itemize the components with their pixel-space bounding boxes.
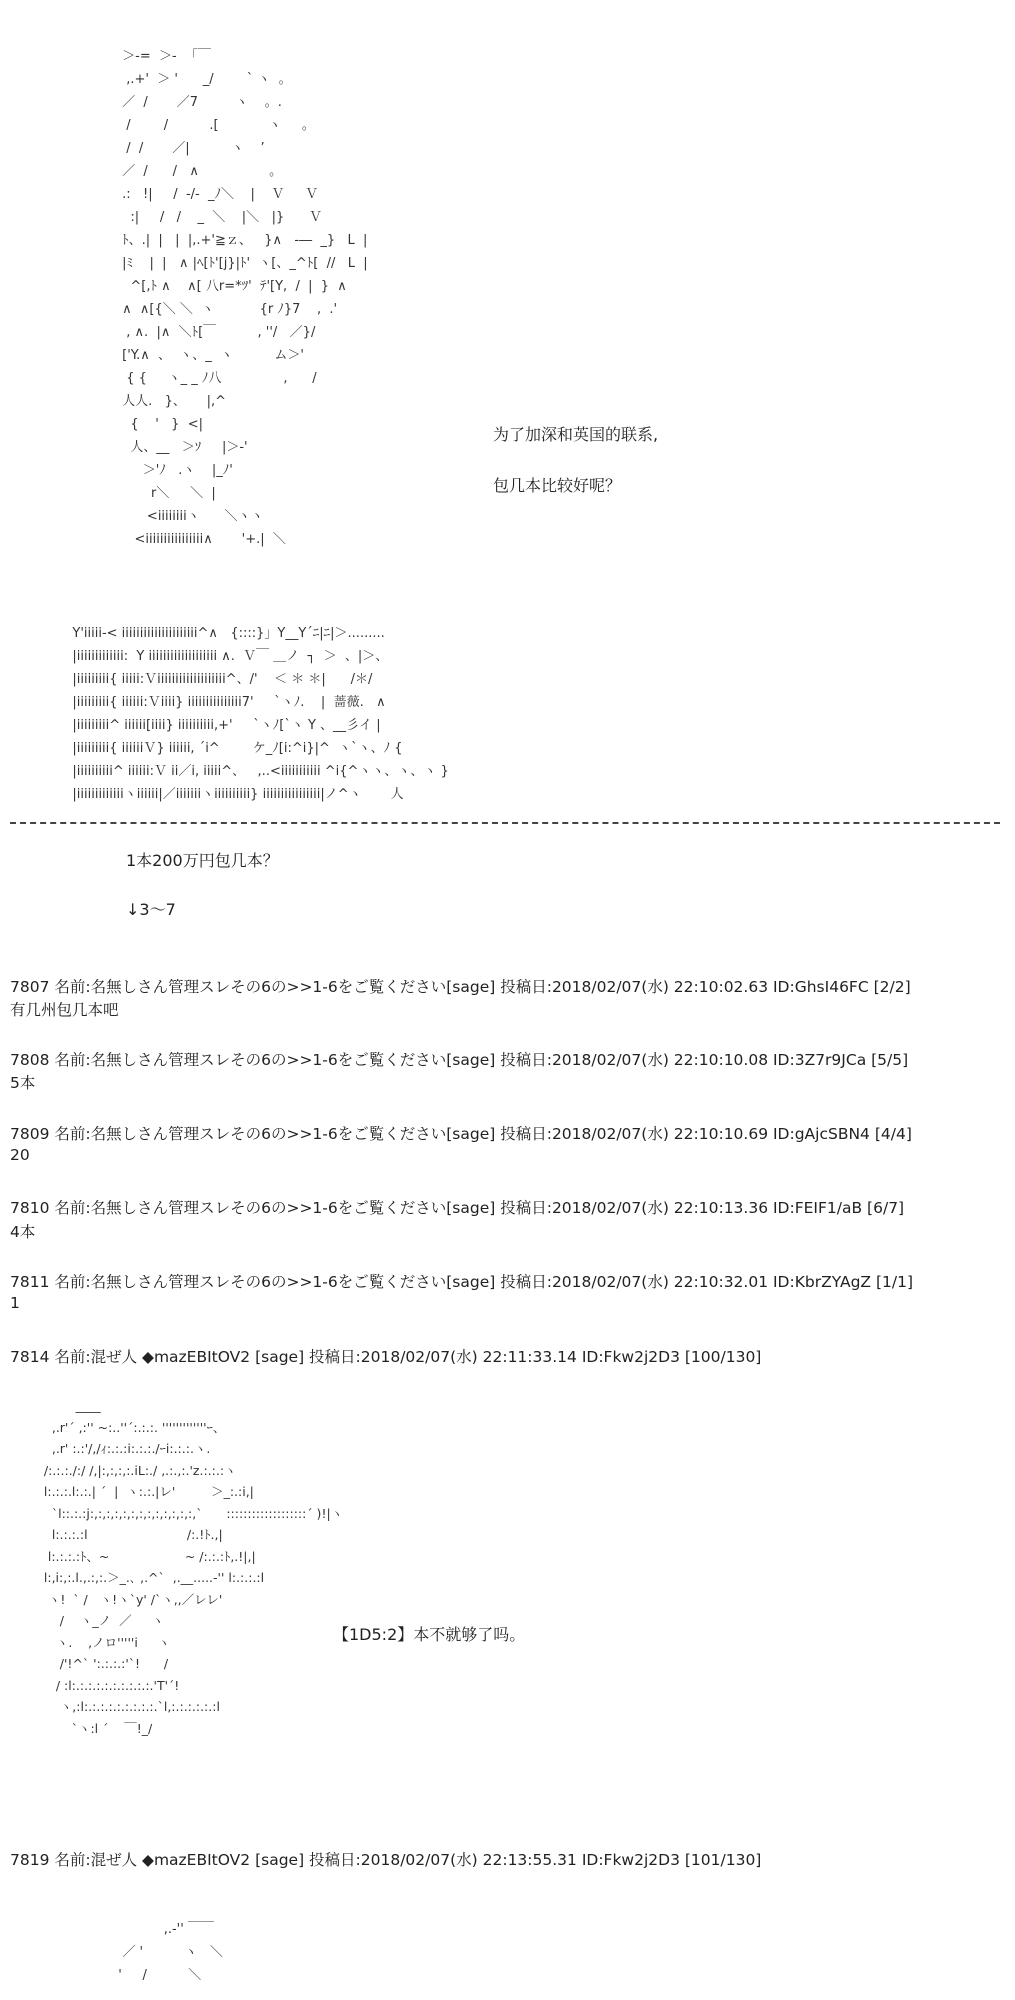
post-body-7808: 5本 [10, 1074, 36, 1092]
post-header-7819: 7819 名前:混ぜ人 ◆mazEBItOV2 [sage] 投稿日:2018/02/07(水) 22:13:55.31 ID:Fkw2j2D3 [101/130] [10, 1851, 762, 1869]
post-body-7811: 1 [10, 1294, 20, 1312]
reply-text: 【1D5:2】本不就够了吗。 [333, 1625, 526, 1644]
post-header-7807: 7807 名前:名無しさん管理スレその6の>>1-6をご覧ください[sage] 投稿日:2018/02/07(水) 22:10:02.63 ID:GhsI46FC [2/2] [10, 978, 911, 996]
post-header-7814: 7814 名前:混ぜ人 ◆mazEBItOV2 [sage] 投稿日:2018/02/07(水) 22:11:33.14 ID:Fkw2j2D3 [100/130] [10, 1348, 762, 1366]
dialogue-line-2: 包几本比较好呢？ [493, 476, 622, 495]
post-body-7810: 4本 [10, 1223, 36, 1241]
post-body-7809: 20 [10, 1146, 30, 1164]
post-header-7809: 7809 名前:名無しさん管理スレその6の>>1-6をご覧ください[sage] 投稿日:2018/02/07(水) 22:10:10.69 ID:gAjcSBN4 [4/4] [10, 1125, 912, 1143]
post-header-7810: 7810 名前:名無しさん管理スレその6の>>1-6をご覧ください[sage] 投稿日:2018/02/07(水) 22:10:13.36 ID:FEIF1/aB [6/7] [10, 1199, 905, 1217]
ascii-art-figure-reply: ____ ,.r'´ ,:'' ~:..''´:.:.:. '''''''''''''ｰ、 ,.r' :.:'/,/ｨ:.:.:i:.:.:./ｰi:.:.:.ヽ. /:.:.:./:/ /,|:,:,:,:.iL:./ ,.:.,:.'z.:.:.:ヽ l:.:.:.l:.:.| ´ | ヽ:.:.|レ' ＞_:.:i,| `l::.:.:j:,:,:,:,:,:,:,:,:,:,:,:,:,` :::::::::::::::::::´ )!|ヽ l:.:.:.:l /:.!ﾄ.,| l:.:.:.:ﾄ、~ ~ /:.:.:ﾄ,.!|,| l:,i:,:.l.,.:,:.＞_.､ ,.^` ,.__.....-'' l:.:.:.:l ヽ! ` / ヽ!ヽ`y' /`ヽ,,／レレ' / ヽ_ノ ／ ヽ ヽ. ,ノロ'''''i ヽ /'!^` ':.:.:.:'`! / / :l:.:.:.:.:.:.:.:.:.:.'T'´! ヽ,:l:.:.:.:.:.:.:.:.:.`l,:.:.:.:.:.:l `ヽ:l ´ ￣!_/ [43, 1398, 344, 1736]
dialogue-line-1: 为了加深和英国的联系, [493, 425, 659, 444]
question-text: 1本200万円包几本？ [126, 851, 279, 870]
ascii-art-figure-partial: ,.-'' ￣￣ ／ ' ヽ ＼ ' / ＼ [118, 1922, 223, 1983]
post-header-7808: 7808 名前:名無しさん管理スレその6の>>1-6をご覧ください[sage] 投稿日:2018/02/07(水) 22:10:10.08 ID:3Z7r9JCa [5/5] [10, 1051, 909, 1069]
dice-range-text: ↓3～7 [126, 900, 176, 919]
post-body-7807: 有几州包几本吧 [10, 1001, 119, 1019]
dashed-separator [10, 822, 1000, 824]
ascii-art-figure-top: ＞-= ＞- 「￣ ,.+' ＞ ' _/ ` ヽ 。 ／ / ／7 ヽ 。. / / .[ ヽ 。 / / ／| ヽ ’ ／ / / ∧ 。 .: !| / -/- _ﾉ＼ | Ｖ Ｖ :| / / _ ＼ |＼ |} Ｖ ﾄ、.| | | |,.+'≧ｚ、 }∧ ‐― _} L | |ﾐ | | ∧ |ﾍ[ﾄ'[j}|ﾄ' ヽ[、_^ﾄ[ // L | ^[,ﾄ ∧ ∧[ 八r=*ﾂ' ﾃ'[Y, / | } ∧ ∧ ∧[{＼ ＼ ヽ {r ﾉ}7 , .' , ∧. |∧ ＼ﾄ[￣ , ''/ ／}/ ['Y.∧ 、 ヽ、_ ヽ ム＞' { { ヽ_ _ ﾉ八 , / 人人. }、 |,^ { ' } <| 人、__ ＞ｿ |＞-' ＞'ﾉ .ヽ |_ﾉ' r＼ ＼ | <iiiiiiiiヽ ＼ヽヽ <iiiiiiiiiiiiiiii∧ '+.| ＼ [122, 49, 368, 547]
ascii-art-figure-bottom-row: Y'iiiii-< iiiiiiiiiiiiiiiiiiiii^∧ {::::}」Y__Y´ﾆ|ﾆ|＞......... |iiiiiiiiiiiii: Y iiiiiiiiiiiiiiiiiii ∧. Ｖ￣ ＿ノ ┐ ＞ 、|＞、 |iiiiiiiii{ iiiii:Ｖiiiiiiiiiiiiiiiiiii^、/' ＜ ＊ ＊| /＊/ |iiiiiiiii{ iiiiii:Ｖiiii} iiiiiiiiiiiiiii7' `ヽﾉ. | 蔷薇. ∧ |iiiiiiiii^ iiiiii[iiii} iiiiiiiiii,+' `ヽﾉ[`ヽ Y 、__彡イ | |iiiiiiiii{ iiiiiiＶ} iiiiii, ´i^ ケ_ﾉ[i:^i}|^ ヽ`ヽ、ﾉ { |iiiiiiiiii^ iiiiii:Ｖ ii／i, iiiii^、 ,..<iiiiiiiiiii ^i{^ヽヽ、ヽ、ヽ } |iiiiiiiiiiiiiヽiiiiii|／iiiiiiiヽiiiiiiiiii} iiiiiiiiiiiiiiii|ノ^ヽ 人 [72, 626, 449, 802]
post-header-7811: 7811 名前:名無しさん管理スレその6の>>1-6をご覧ください[sage] 投稿日:2018/02/07(水) 22:10:32.01 ID:KbrZYAgZ [1/1] [10, 1273, 914, 1291]
